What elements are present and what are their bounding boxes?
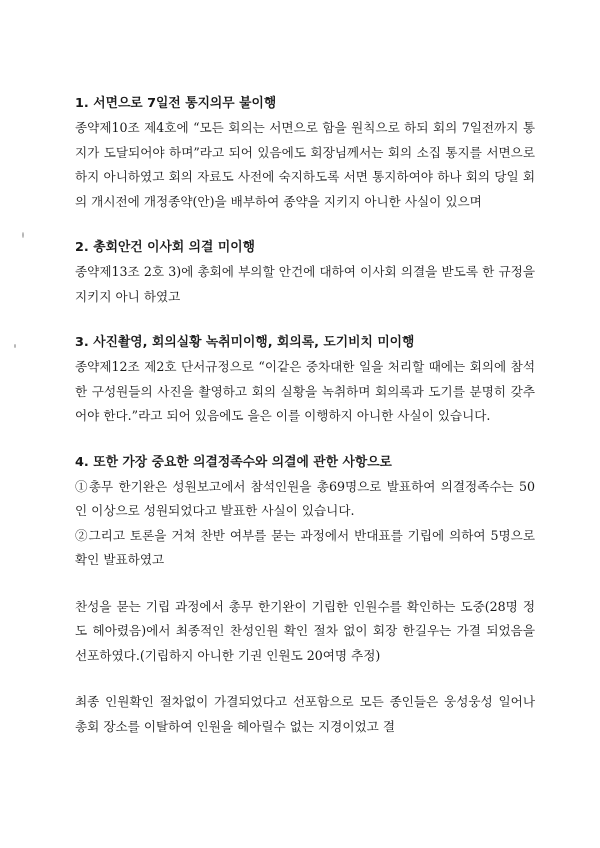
section-heading: 1. 서면으로 7일전 통지의무 불이행 [75,96,277,111]
section-2 [75,236,535,309]
section-body: 종약제12조 제2호 단서규정으로 “이같은 중차대한 일을 처리할 때에는 회의에 참석한 구성원들의 사진을 촬영하고 회의 실황을 녹취하며 회의록과 도기를 분명히 갖추어야 한다.”라고 되어 있음에도 을은 이를 이행하지 아니한 사실이 있습니다. [75,359,535,423]
section-heading: 2. 총회안건 이사회 의결 미이행 [75,240,255,255]
section-3 [75,331,535,429]
section-body: 종약제10조 제4호에 “모든 회의는 서면으로 함을 원칙으로 하되 회의 7일전까지 통지가 도달되어야 하며”라고 되어 있음에도 회장님께서는 회의 소집 통지를 서면으로 하지 아니하였고 회의 자료도 사전에 숙지하도록 서면 통지하여야 하나 회의 당일 회의 개시전에 개정종약(안)을 배부하여 종약을 지키지 아니한 사실이 있으며 [75,120,535,209]
section-4 [75,451,535,573]
scan-speck [14,344,16,348]
paragraph: 최종 인원확인 절차없이 가결되었다고 선포함으로 모든 종인들은 웅성웅성 일어나 총회 장소를 이탈하여 인원을 헤아릴수 없는 지경이었고 결 [75,694,535,734]
paragraph: 찬성을 묻는 기립 과정에서 총무 한기완이 기립한 인원수를 확인하는 도중(28명 정도 헤아렸음)에서 최종적인 찬성인원 확인 절차 없이 회장 한길우는 가결 되었음을 선포하였다.(기립하지 아니한 기권 인원도 20여명 추정) [75,598,535,663]
section-body: 종약제13조 2호 3)에 총회에 부의할 안건에 대하여 이사회 의결을 받도록 한 규정을 지키지 아니 하였고 [75,264,535,304]
section-heading: 3. 사진촬영, 회의실황 녹취미이행, 회의록, 도기비치 미이행 [75,335,415,350]
list-item: ①총무 한기완은 성원보고에서 참석인원을 총69명으로 발표하여 의결정족수는 50인 이상으로 성원되었다고 발표한 사실이 있습니다. [75,478,535,518]
section-heading: 4. 또한 가장 중요한 의결정족수와 의결에 관한 사항으로 [75,454,392,470]
list-item: ②그리고 토론을 거쳐 찬반 여부를 묻는 과정에서 반대표를 기립에 의하여 5명으로 확인 발표하였고 [75,527,535,567]
section-1 [75,92,535,214]
document-body [75,92,535,739]
scan-speck [22,232,24,238]
